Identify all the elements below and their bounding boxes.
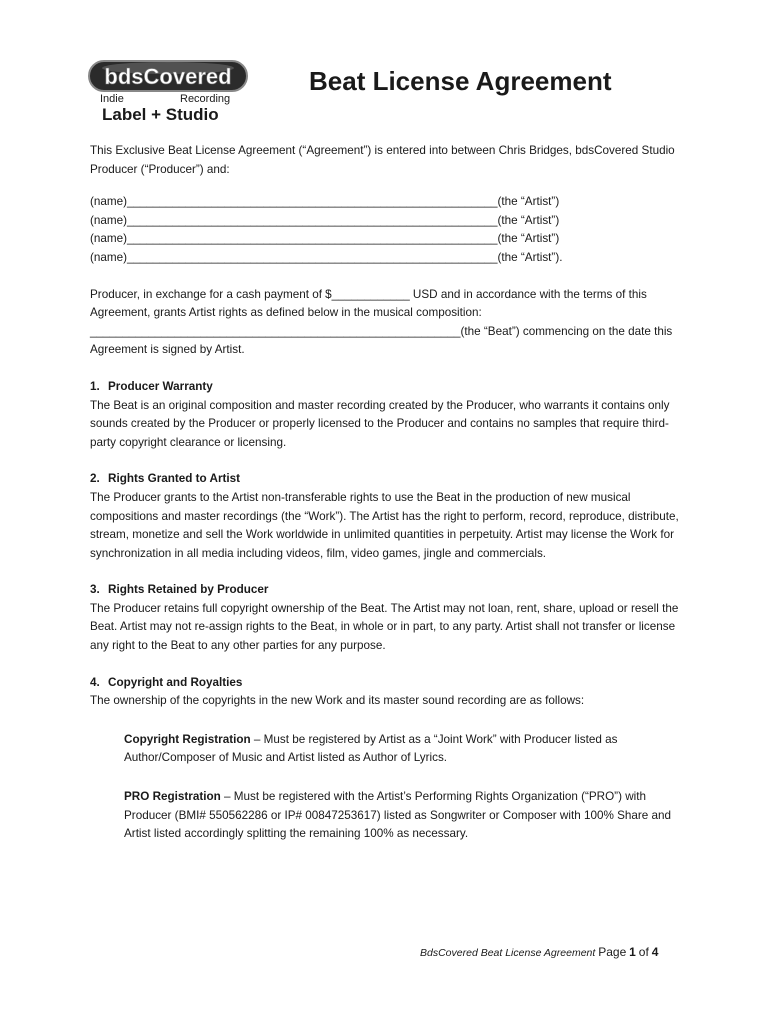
logo-indie-text: Indie	[100, 93, 124, 105]
section-rights-granted	[90, 470, 682, 563]
section-text: The ownership of the copyrights in the new Work and its master sound recording are as follows:	[90, 694, 585, 708]
footer-page-word: Page	[598, 945, 627, 959]
section-copyright-royalties	[90, 674, 682, 711]
section-heading: 2. Rights Granted to Artist	[90, 472, 241, 486]
footer-page-total: 4	[651, 945, 659, 959]
copyright-registration-paragraph: Copyright Registration – Must be registered by Artist as a “Joint Work” with Producer listed as Author/Composer of Music and Artist listed as Author of Lyrics.	[124, 732, 618, 765]
payment-paragraph: Producer, in exchange for a cash payment of $____________ USD and in accordance with the terms of this Agreement, grants Artist rights as defined below in the musical composition: _________________________________________________________(the “Beat”) commencing on the date this Agreement is signed by Artist.	[90, 287, 673, 357]
section-text: The Beat is an original composition and master recording created by the Producer, who warrants it contains only sounds created by the Producer or properly licensed to the Producer and contains no samples that require third-party copyright clearance or licensing.	[90, 398, 670, 449]
page-footer	[420, 945, 658, 959]
footer-of-word: of	[638, 945, 649, 959]
section-producer-warranty	[90, 378, 682, 452]
document-body	[90, 142, 682, 844]
artist-name-line: (name)_________________________________________________________(the “Artist”)	[90, 195, 560, 209]
pro-registration-label: PRO Registration	[124, 790, 221, 804]
section-text: The Producer grants to the Artist non-transferable rights to use the Beat in the production of new musical compositions and master recordings (the “Work”). The Artist has the right to perform, record, reproduce, distribute, stream, monetize and sell the Work worldwide in unlimited quantities in perpetuity. Artist may license the Work for synchronization in all media including videos, film, video games, jingle and commercials.	[90, 490, 679, 560]
logo-label-studio-text: Label + Studio	[102, 105, 219, 124]
footer-document-name: BdsCovered Beat License Agreement	[420, 947, 596, 959]
artist-name-lines	[90, 193, 682, 267]
section-heading: 4. Copyright and Royalties	[90, 675, 243, 689]
document-title: Beat License Agreement	[309, 66, 612, 96]
artist-name-line: (name)_________________________________________________________(the “Artist”)	[90, 232, 560, 246]
copyright-registration-label: Copyright Registration	[124, 732, 251, 746]
logo-recording-text: Recording	[180, 93, 231, 105]
bdscovered-logo	[88, 58, 250, 124]
artist-name-line: (name)_________________________________________________________(the “Artist”).	[90, 250, 563, 264]
intro-paragraph: This Exclusive Beat License Agreement (“Agreement”) is entered into between Chris Bridges, bdsCovered Studio Producer (“Producer”) and:	[90, 144, 675, 176]
logo-brand-text: bdsCovered	[104, 64, 232, 89]
artist-name-line: (name)_________________________________________________________(the “Artist”)	[90, 213, 560, 227]
section-rights-retained	[90, 581, 682, 655]
section-heading: 3. Rights Retained by Producer	[90, 583, 269, 597]
pro-registration-paragraph: PRO Registration – Must be registered with the Artist’s Performing Rights Organization (“PRO”) with Producer (BMI# 550562286 or IP# 00847253617) listed as Songwriter or Composer with 100% Share and Artist listed accordingly splitting the remaining 100% as necessary.	[124, 790, 672, 841]
section-heading: 1. Producer Warranty	[90, 379, 213, 393]
footer-page-number: 1	[629, 945, 636, 959]
section-text: The Producer retains full copyright ownership of the Beat. The Artist may not loan, rent, share, upload or resell the Beat. Artist may not re-assign rights to the Beat, in whole or in part, to any party. Artist shall not transfer or license any right to the Beat to any other parties for any purpose.	[90, 601, 679, 653]
